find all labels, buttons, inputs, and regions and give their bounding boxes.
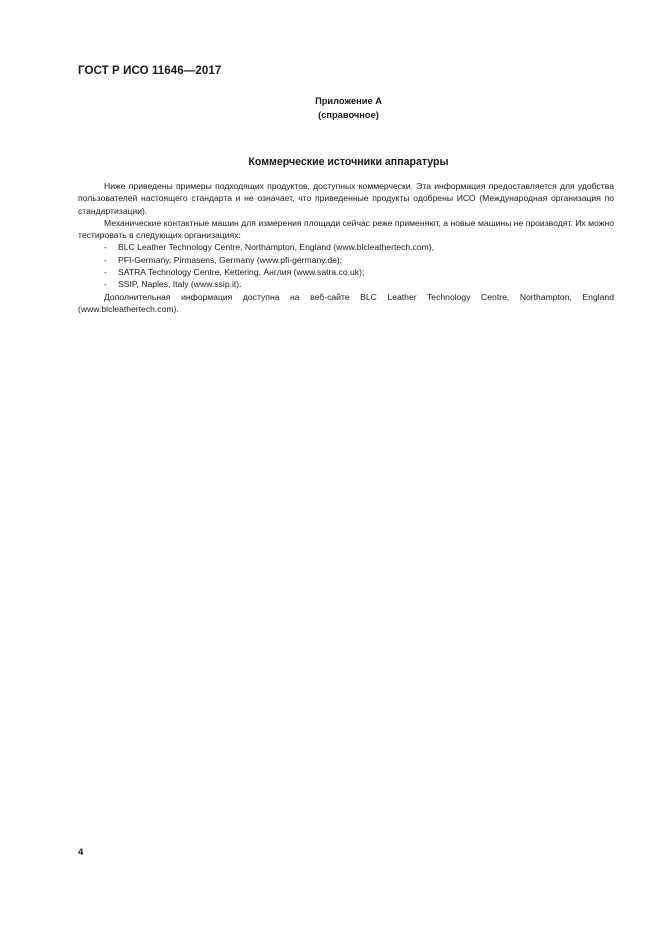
appendix-heading [0, 94, 661, 122]
list-item [78, 254, 614, 266]
list-item-text: PFI-Germany, Pirmasens, Germany (www.pfi-germany.de); [118, 254, 343, 265]
body-text [78, 180, 614, 315]
list-item [78, 241, 614, 253]
section-title: Коммерческие источники аппаратуры [248, 156, 449, 168]
list-marker: - [104, 279, 107, 290]
list-marker: - [104, 254, 107, 265]
paragraph-machines: Механические контактные машин для измерения площади сейчас реже применяют, а новые машины не производят. Их можно тестировать в следующих организациях: [78, 217, 614, 241]
list-item-text: BLC Leather Technology Centre, Northampton, England (www.blcleathertech.com), [118, 242, 435, 253]
appendix-title: Приложение А [315, 96, 382, 106]
list-marker: - [104, 267, 107, 278]
list-item-text: SATRA Technology Centre, Kettering, Англия (www.satra.co.uk); [118, 267, 365, 278]
page-number: 4 [78, 847, 84, 858]
list-item [78, 278, 614, 290]
appendix-subtitle: (справочное) [318, 110, 379, 120]
paragraph-intro: Ниже приведены примеры подходящих продуктов, доступных коммерчески. Эта информация предоставляется для удобства пользователей настоящего стандарта и не означает, что приведенные продукты одобрены ИСО (Международная организация по стандартизации). [78, 181, 614, 216]
list-marker: - [104, 242, 107, 253]
list-item [78, 266, 614, 278]
organization-list [78, 241, 614, 290]
paragraph-additional-info: Дополнительная информация доступна на веб-сайте BLC Leather Technology Centre, Northampton, England (www.blcleathertech.com). [78, 291, 614, 314]
list-item-text: SSIP, Naples, Italy (www.ssip.it). [118, 279, 242, 290]
standard-code-header: ГОСТ Р ИСО 11646—2017 [78, 65, 222, 77]
